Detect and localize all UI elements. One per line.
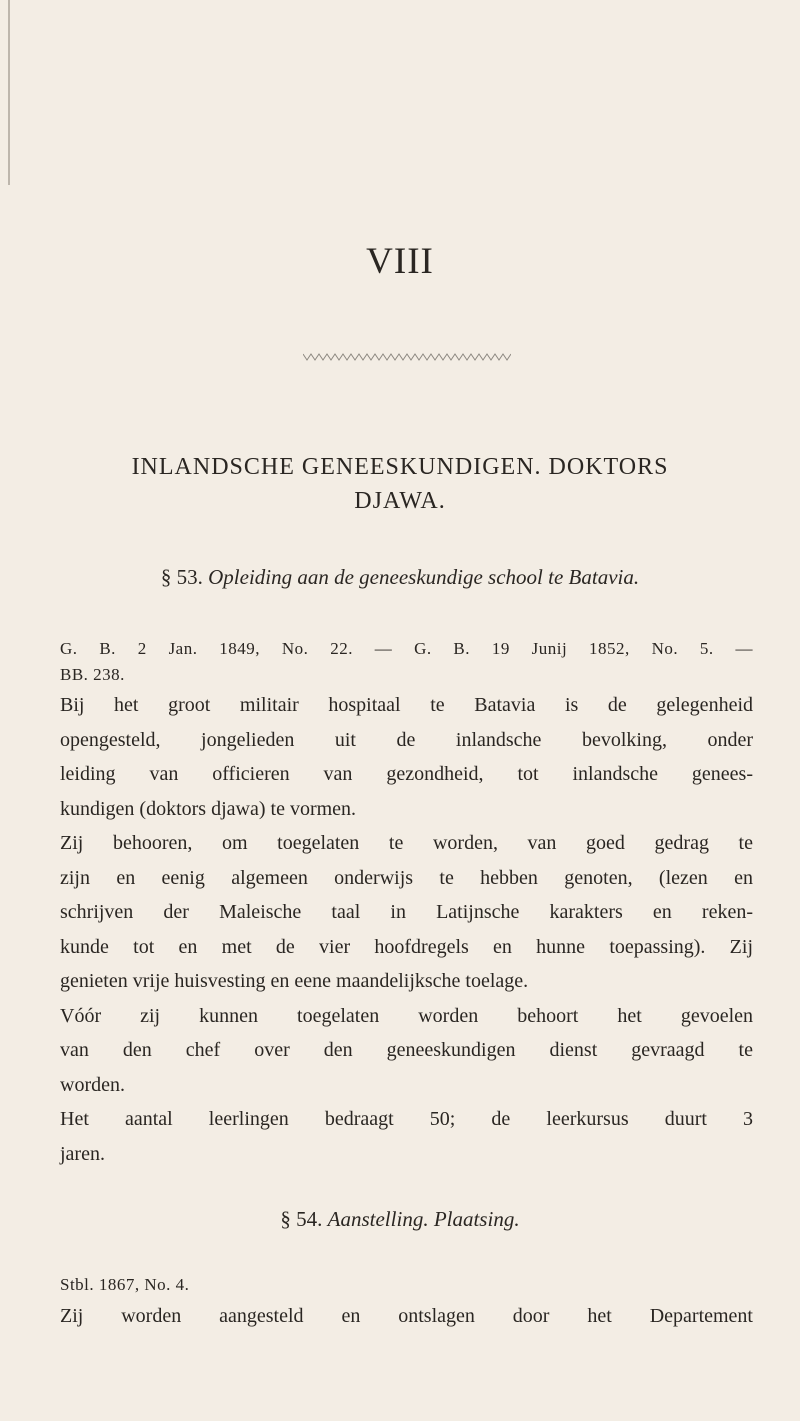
chapter-title-line-1: INLANDSCHE GENEESKUNDIGEN. DOKTORS: [131, 454, 669, 480]
section-54-source: Stbl. 1867, No. 4.: [60, 1275, 190, 1294]
page-number: VIII: [366, 241, 434, 282]
paragraph-line: jaren.: [60, 1142, 105, 1165]
section-54-number: § 54.: [280, 1207, 323, 1231]
section-54-heading: [0, 1207, 800, 1232]
page-edge-line: [8, 0, 10, 185]
chapter-title: [0, 450, 800, 518]
paragraph-line: Vóór zij kunnen toegelaten worden behoort het gevoelen: [60, 1004, 753, 1027]
section-54-title: Aanstelling. Plaatsing.: [327, 1207, 520, 1231]
paragraph-line: genieten vrije huisvesting en eene maandelijksche toelage.: [60, 970, 529, 992]
section-53-source-line-2: BB. 238.: [60, 665, 125, 684]
paragraph-line: Het aantal leerlingen bedraagt 50; de leerkursus duurt 3: [60, 1108, 753, 1130]
section-54-paragraph-1: [60, 1299, 753, 1334]
section-53-source: [60, 636, 753, 688]
paragraph-line: Zij worden aangesteld en ontslagen door het Departement: [60, 1305, 753, 1327]
paragraph-line: Zij behooren, om toegelaten te worden, van goed gedrag te: [60, 832, 753, 854]
paragraph-line: worden.: [60, 1073, 125, 1096]
chapter-title-line-2: DJAWA.: [354, 488, 446, 514]
section-53-number: § 53.: [160, 565, 203, 589]
paragraph-line: zijn en eenig algemeen onderwijs te hebben genoten, (lezen en: [60, 866, 753, 889]
section-53-heading: [0, 565, 800, 590]
paragraph-line: Bij het groot militair hospitaal te Batavia is de gelegenheid: [60, 694, 753, 716]
wavy-ornament: [303, 352, 511, 362]
section-53-title: Opleiding aan de geneeskundige school te Batavia.: [208, 565, 640, 589]
section-53-source-line-1: G. B. 2 Jan. 1849, No. 22. — G. B. 19 Junij 1852, No. 5. —: [60, 639, 753, 658]
paragraph-line: van den chef over den geneeskundigen dienst gevraagd te: [60, 1039, 753, 1061]
paragraph-line: leiding van officieren van gezondheid, tot inlandsche genees-: [60, 763, 753, 785]
paragraph-line: opengesteld, jongelieden uit de inlandsche bevolking, onder: [60, 728, 753, 751]
paragraph-line: schrijven der Maleische taal in Latijnsche karakters en reken-: [60, 901, 753, 923]
section-53-paragraph-1: [60, 688, 753, 1171]
paragraph-line: kundigen (doktors djawa) te vormen.: [60, 797, 357, 820]
paragraph-line: kunde tot en met de vier hoofdregels en hunne toepassing). Zij: [60, 935, 753, 958]
